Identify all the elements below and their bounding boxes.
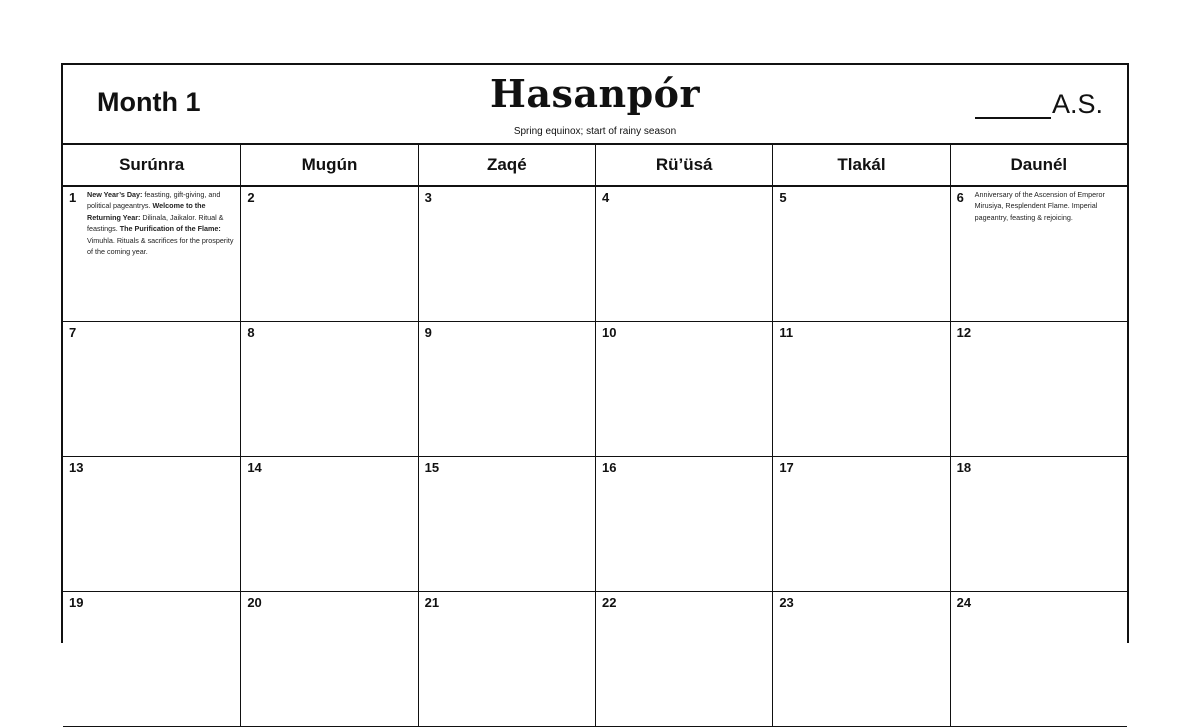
year-blank-line [975, 117, 1051, 119]
day-cell [418, 457, 595, 591]
date-number: 10 [601, 325, 617, 340]
day-events [87, 189, 236, 257]
day-cell [595, 592, 772, 726]
date-number: 21 [424, 595, 440, 610]
date-number: 8 [247, 325, 255, 340]
day-cell [418, 187, 595, 321]
event-description: feasting, gift-giving, and political pageantrys. [87, 190, 221, 211]
date-number: 16 [601, 460, 617, 475]
day-cell [772, 322, 949, 456]
calendar-header [63, 65, 1127, 145]
date-number: 19 [69, 595, 84, 610]
date-number: 24 [956, 595, 972, 610]
day-cell [240, 322, 417, 456]
month-title: Hasanpór [489, 71, 701, 116]
date-number: 20 [247, 595, 262, 610]
date-number: 4 [601, 190, 610, 205]
date-number: 11 [779, 325, 794, 340]
date-number: 23 [779, 595, 794, 610]
weekday-header-row [63, 145, 1127, 187]
weekday-name: Mugún [240, 145, 417, 185]
date-number: 7 [69, 325, 77, 340]
week-row [63, 592, 1127, 727]
weekday-name: Surúnra [119, 155, 185, 174]
day-cell [950, 187, 1127, 321]
year-suffix: A.S. [1051, 89, 1103, 119]
weekday-name: Rü’üsá [595, 145, 772, 185]
day-cell [950, 457, 1127, 591]
day-cell [240, 457, 417, 591]
week-row [63, 457, 1127, 592]
week-row [63, 187, 1127, 322]
day-cell [595, 322, 772, 456]
event-title: New Year’s Day: [87, 190, 143, 199]
date-number: 13 [69, 460, 84, 475]
event-title: The Purification of the Flame: [119, 224, 221, 234]
month-label: Month 1 [97, 87, 201, 117]
day-cell [595, 457, 772, 591]
date-number: 5 [779, 190, 787, 205]
day-cell [950, 592, 1127, 726]
day-cell [418, 592, 595, 726]
calendar-page [61, 63, 1129, 643]
day-cell [772, 457, 949, 591]
day-cell [950, 322, 1127, 456]
date-number: 3 [424, 190, 432, 205]
weekday-name: Daunél [950, 145, 1127, 185]
date-number: 1 [69, 190, 77, 205]
date-number: 6 [956, 190, 964, 205]
day-cell [418, 322, 595, 456]
date-number: 15 [424, 460, 440, 475]
event-description: Dilinala, Jaikalor. Ritual & feastings. [87, 212, 224, 234]
week-row [63, 322, 1127, 457]
day-cell [240, 592, 417, 726]
day-cell [63, 457, 240, 591]
day-events: Anniversary of the Ascension of Emperor Mirusiya, Resplendent Flame. Imperial pageantry, feasting & rejoicing. [974, 190, 1105, 222]
day-cell [772, 187, 949, 321]
weekday-name: Tlakál [772, 145, 949, 185]
event-title: Welcome to the Returning Year: [87, 201, 206, 222]
date-number: 22 [601, 595, 617, 610]
date-number: 17 [779, 460, 794, 475]
day-cell [63, 592, 240, 726]
date-number: 9 [424, 325, 432, 340]
date-number: 2 [247, 190, 255, 205]
date-number: 14 [247, 460, 262, 475]
event-description: Vimuhla. Rituals & sacrifices for the prosperity of the coming year. [87, 235, 234, 257]
month-subtitle: Spring equinox; start of rainy season [513, 126, 677, 137]
day-cell [240, 187, 417, 321]
date-number: 18 [956, 460, 972, 475]
day-cell [63, 322, 240, 456]
day-cell [63, 187, 240, 321]
weekday-name: Zaqé [418, 145, 595, 185]
date-number: 12 [956, 325, 972, 340]
day-cell [772, 592, 949, 726]
day-cell [595, 187, 772, 321]
